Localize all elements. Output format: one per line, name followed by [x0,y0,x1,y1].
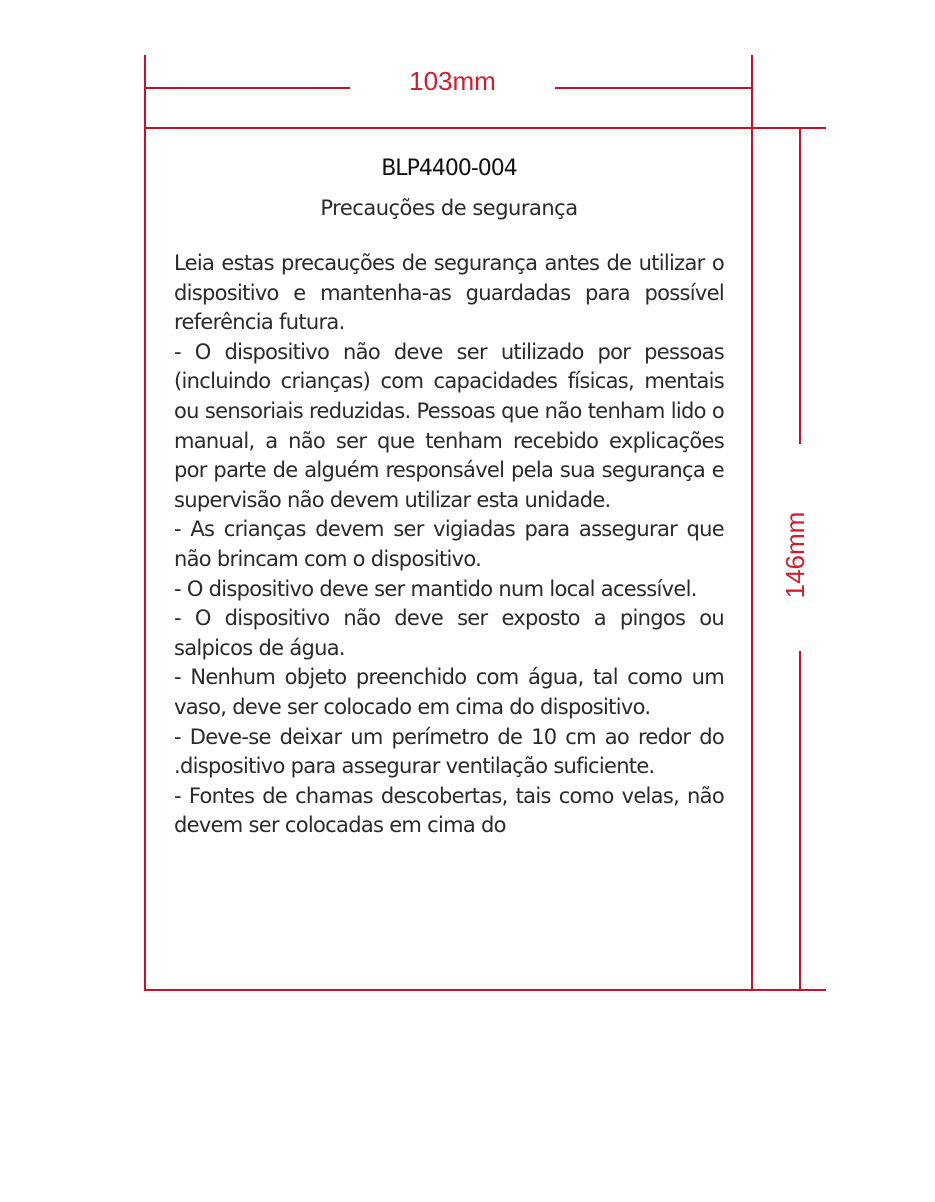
body-paragraph-ventilation: - Deve-se deixar um perímetro de 10 cm ao redor do .dispositivo para assegurar ventilação suficiente. [174,724,724,779]
body-paragraph-intro: Leia estas precauções de segurança antes de utilizar o dispositivo e mantenha-as guardadas para possível referência futura. [174,251,724,335]
body-paragraph-open-flames: - Fontes de chamas descobertas, tais como velas, não devem ser colocadas em cima do [174,783,724,838]
top-border-line [144,127,826,129]
width-dimension-label: 103mm [409,66,496,96]
body-paragraph-children: - As crianças devem ser vigiadas para assegurar que não brincam com o dispositivo. [174,517,724,571]
body-paragraph-accessible: - O dispositivo deve ser mantido num local acessível. [174,576,697,601]
bottom-border-line [144,989,826,991]
height-dimension-line-top [799,127,801,444]
document-body [174,249,724,841]
height-dimension-label: 146mm [780,511,810,599]
height-dimension-line-bottom [799,651,801,991]
document-title: Precauções de segurança [320,196,578,220]
body-paragraph-reduced-capacity: - O dispositivo não deve ser utilizado por pessoas (incluindo crianças) com capacidades físicas, mentais ou sensoriais reduzidas. Pessoas que não tenham lido o manual, a não ser que tenham recebido explicações por parte de alguém responsável pela sua segurança e supervisão não devem utilizar esta unidade. [174,339,724,512]
width-dimension-line-right [555,87,753,89]
body-paragraph-water-drips: - O dispositivo não deve ser exposto a pingos ou salpicos de água. [174,606,724,660]
width-dimension-line-left [144,87,350,89]
document-code: BLP4400-004 [381,156,517,181]
body-paragraph-water-objects: - Nenhum objeto preenchido com água, tal como um vaso, deve ser colocado em cima do dispositivo. [174,665,724,719]
